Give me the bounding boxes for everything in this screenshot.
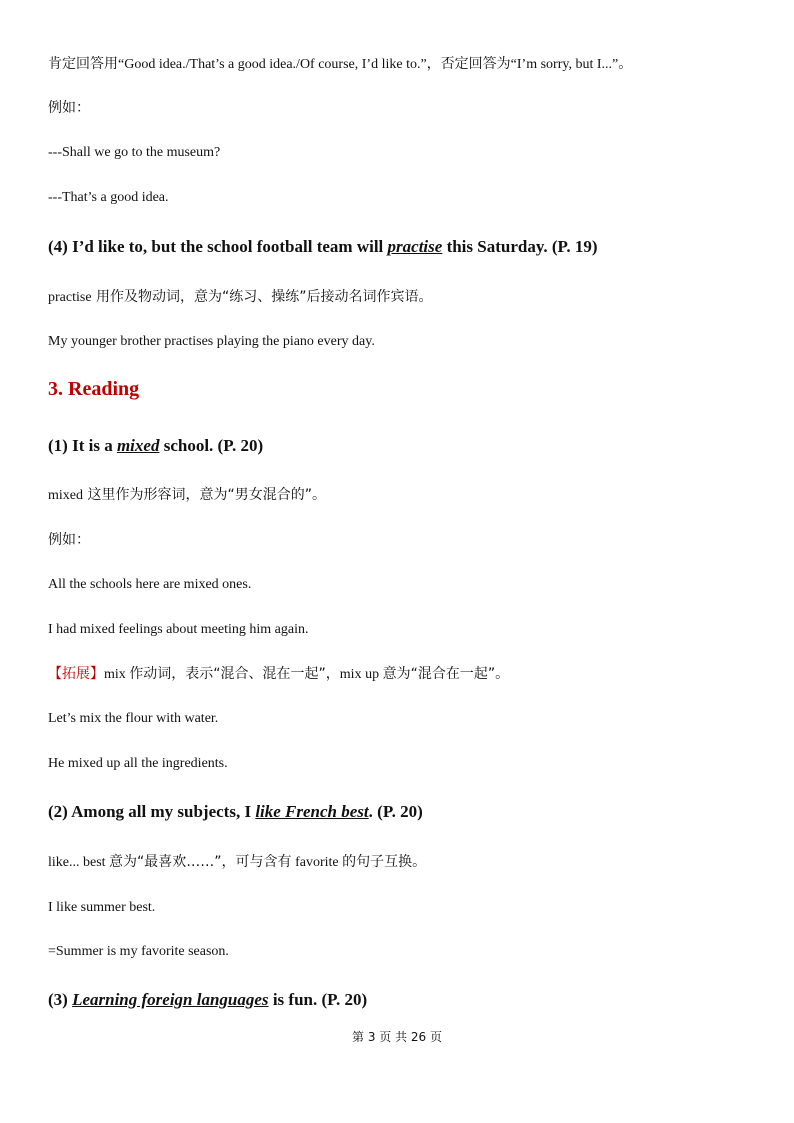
explanation-mixed: mixed 这里作为形容词，意为“男女混合的”。 (48, 487, 326, 503)
example-sentence: ---Shall we go to the museum? (48, 145, 221, 160)
point-heading-1: (1) It is a mixed school. (P. 20) (48, 436, 264, 455)
point-heading-4: (4) I’d like to, but the school football team will practise this Saturday. (P. 19) (48, 237, 598, 256)
example-label: 例如： (48, 100, 90, 116)
example-sentence: All the schools here are mixed ones. (48, 577, 252, 592)
point-heading-3: (3) Learning foreign languages is fun. (P. 20) (48, 990, 368, 1009)
expand-tag: 【拓展】 (48, 666, 104, 682)
explanation-practise: practise 用作及物动词，意为“练习、操练”后接动名词作宾语。 (48, 289, 433, 305)
example-sentence: My younger brother practises playing the piano every day. (48, 334, 375, 349)
text-zh: 肯定回答用 (48, 56, 118, 72)
example-sentence: I like summer best. (48, 900, 156, 915)
example-sentence: He mixed up all the ingredients. (48, 756, 228, 771)
page-footer: 第 3 页 共 26 页 (352, 1030, 442, 1044)
section-title: 3. Reading (48, 378, 140, 400)
highlight-phrase: like French best (255, 802, 369, 821)
text-en: “Good idea./That’s a good idea./Of course, I’d like to.”，否定回答为“I’m sorry, but I...”。 (118, 57, 633, 72)
example-sentence: =Summer is my favorite season. (48, 944, 229, 959)
explanation-like-best: like... best 意为“最喜欢……”，可与含有 favorite 的句子互换。 (48, 854, 427, 870)
point-heading-2: (2) Among all my subjects, I like French best. (P. 20) (48, 802, 423, 821)
example-sentence: I had mixed feelings about meeting him again. (48, 622, 309, 637)
highlight-phrase: Learning foreign languages (72, 990, 269, 1009)
paragraph-response-patterns (48, 55, 632, 74)
example-sentence: Let’s mix the flour with water. (48, 711, 219, 726)
expand-note: 【拓展】mix 作动词，表示“混合、混在一起”，mix up 意为“混合在一起”。 (48, 666, 510, 682)
example-sentence: ---That’s a good idea. (48, 190, 169, 205)
example-label: 例如： (48, 532, 90, 548)
highlight-phrase: mixed (116, 436, 160, 455)
highlight-phrase: practise (387, 237, 443, 256)
